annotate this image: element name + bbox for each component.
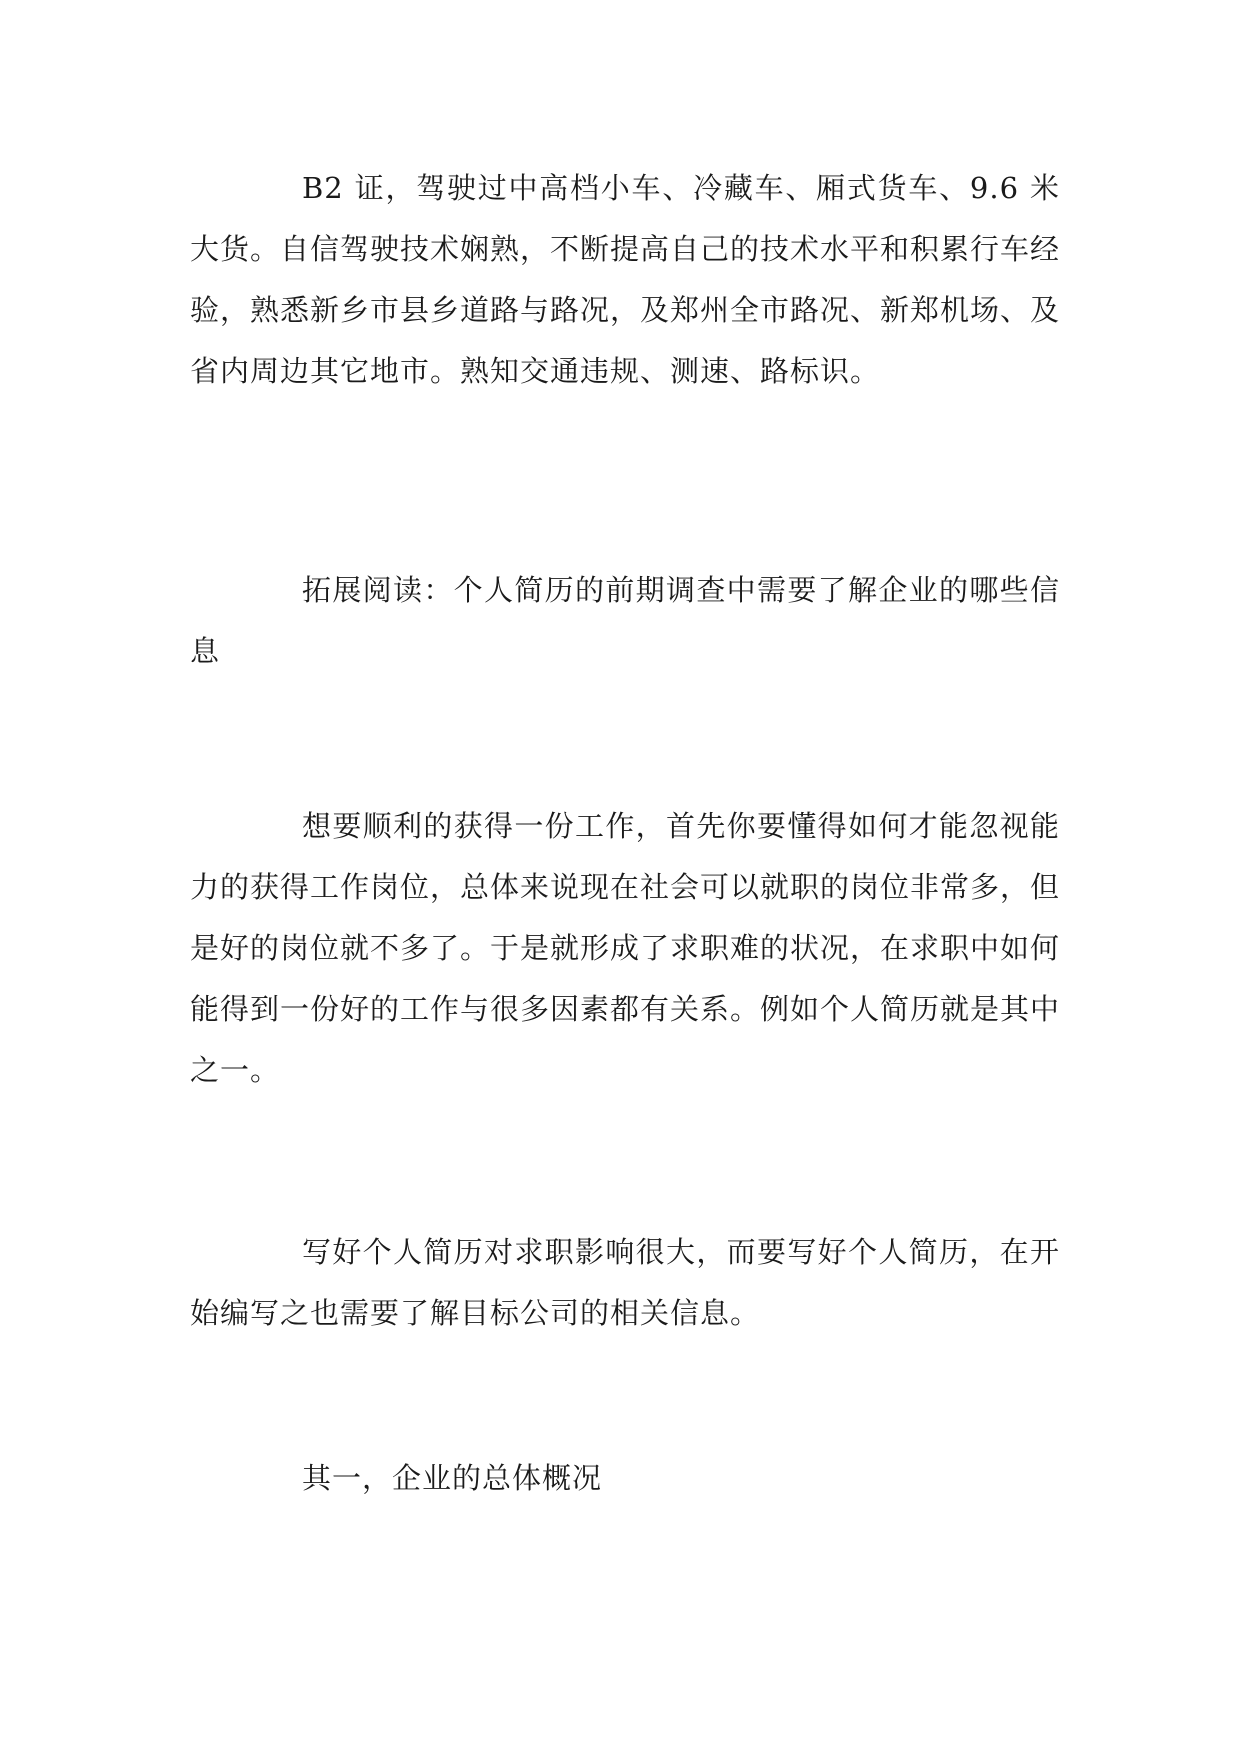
paragraph-driving-experience: B2 证，驾驶过中高档小车、冷藏车、厢式货车、9.6 米大货。自信驾驶技术娴熟，不断提高自己的技术水平和积累行车经验，熟悉新乡市县乡道路与路况，及郑州全市路况、新郑机场、及省内周边其它地市。熟知交通违规、测速、路标识。	[190, 171, 1061, 388]
paragraph-extended-reading-heading: 拓展阅读：个人简历的前期调查中需要了解企业的哪些信息	[190, 573, 1060, 668]
paragraph-job-seeking: 想要顺利的获得一份工作，首先你要懂得如何才能忽视能力的获得工作岗位，总体来说现在社会可以就职的岗位非常多，但是好的岗位就不多了。于是就形成了求职难的状况，在求职中如何能得到一份好的工作与很多因素都有关系。例如个人简历就是其中之一。	[190, 809, 1061, 1087]
paragraph-section-one: 其一，企业的总体概况	[302, 1461, 603, 1495]
paragraph-resume-importance: 写好个人简历对求职影响很大，而要写好个人简历，在开始编写之也需要了解目标公司的相关信息。	[190, 1235, 1060, 1330]
